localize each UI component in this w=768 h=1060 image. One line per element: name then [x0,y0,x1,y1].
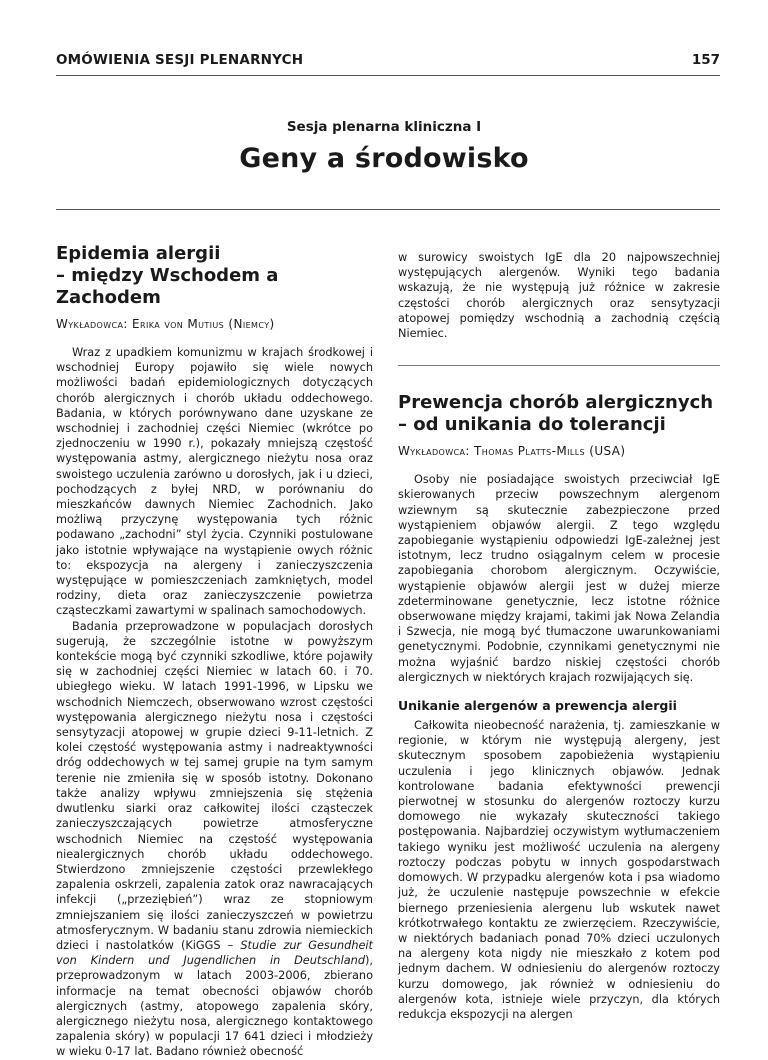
article1-title-line2: – między Wschodem a Zachodem [56,265,279,308]
title-divider [56,209,720,210]
article2-subheading: Unikanie alergenów a prewencja alergii [398,698,677,714]
session-label: Sesja plenarna kliniczna I [286,119,482,135]
article1-title [56,243,373,309]
header-divider [56,75,720,76]
article2-paragraph-2: Całkowita nieobecność narażenia, tj. zamieszkanie w regionie, w którym nie występują alergeny, jest skutecznym sposobem zapobieżenia wystąpieniu uczulenia i jego klinicznych objawów. Jednak kontrolowane badania efektywności prewencji pierwotnej w stosunku do alergenów roztoczy kurzu domowego nie wykazały skuteczności takiego postępowania. Najbardziej oczywistym wytłumaczeniem takiego wyniku jest możliwość uczulenia na alergeny roztoczy podczas pobytu w innych gospodarstwach domowych. W przypadku alergenów kota i psa wiadomo już, że uczulenie następuje powszechnie w efekcie biernego przeniesienia alergenu lub wskutek nawet krótkotrwałego kontaktu ze zwierzęciem. Rzeczywiście, w niektórych badaniach ponad 70% dzieci uczulonych na alergeny kota nigdy nie mieszkało z kotem pod jednym dachem. W odniesieniu do alergenów roztoczy kurzu domowego, jak również w odniesieniu do alergenów kota, istnieje wiele przyczyn, dla których redukcja ekspozycji na alergen [398,719,720,1021]
article2-lecturer: Wykładowca: Thomas Platts-Mills (USA) [398,444,626,459]
article2-paragraph-1: Osoby nie posiadające swoistych przeciwciał IgE skierowanych przeciw powszechnym alergenom wziewnym są skutecznie zabezpieczone przed wystąpieniem objawów alergii. Z tego względu zapobieganie wystąpieniu odpowiedzi IgE-zależnej jest istotnym, lecz trudno osiągalnym celem w procesie zapobiegania chorobom alergicznym. Oczywiście, wystąpienie objawów alergii jest w dużej mierze zdeterminowane genetycznie, lecz istotne różnice obserwowane między krajami, takimi jak Nowa Zelandia i Szwecja, nie mogą być tłumaczone uwarunkowaniami genetycznymi. Podobnie, czynnikami genetycznymi nie można wyjaśnić bardzo niskiej częstości chorób alergicznych w niektórych krajach rozwijających się. [398,473,720,684]
running-title: OMÓWIENIA SESJI PLENARNYCH [56,52,304,68]
section-divider [398,365,720,366]
article1-paragraph-2-text: Badania przeprowadzone w populacjach dorosłych sugerują, że szczególnie istotne w powyższym kontekście mogą być czynniki szkodliwe, które pojawiły się w zachodniej części Niemiec w latach 60. i 70. ubiegłego wieku. W latach 1991-1996, w Lipsku we wschodnich Niemczech, obserwowano wzrost częstości występowania alergicznego nieżytu nosa i częstości sensytyzacji atopowej w grupie dzieci 9-11-letnich. Z kolei częstość występowania astmy i nadreaktywności dróg oddechowych w tej samej grupie na tym samym terenie nie zmieniła się w sposób istotny. Dokonano także analizy wpływu zmniejszenia się stężenia dwutlenku siarki oraz całkowitej ilości cząsteczek zanieczyszczających powietrze atmosferyczne wschodnich Niemiec na częstość występowania niealergicznych chorób układu oddechowego. Stwierdzono zmniejszenie częstości przewlekłego zapalenia oskrzeli, zapalenia zatok oraz nawracających infekcji („przeziębień”) wraz ze stopniowym zmniejszaniem się ilości zanieczyszczeń w powietrzu atmosferycznym. W badaniu stanu zdrowia niemieckich dzieci i nastolatków (KiGGS – [56,619,373,952]
article2-title-line2: – od unikania do tolerancji [398,414,666,436]
page-title: Geny a środowisko [239,143,529,174]
spacer [56,331,373,345]
article1-paragraph-2 [56,619,373,1060]
article1-paragraph-2-end: ), przeprowadzonym w latach 2003-2006, zbierano informacje na temat obecności objawów chorób alergicznych (astmy, atopowego zapalenia skóry, alergicznego nieżytu nosa, alergicznego kontaktowego zapalenia skóry) w populacji 17 641 dzieci i młodzieży w wieku 0-17 lat. Badano również obecność [56,954,373,1059]
right-column [398,250,720,1022]
left-column [56,243,373,1060]
spacer [398,458,720,472]
article1-lecturer: Wykładowca: Erika von Mutius (Niemcy) [56,317,275,331]
page-number: 157 [691,52,720,68]
article2-title [398,392,720,436]
article1-title-line1: Epidemia alergii [56,243,221,264]
article2-title-line1: Prewencja chorób alergicznych [398,392,714,414]
study-name: Studie zur Gesundheit von Kindern und Jugendlichen in Deutschland [56,938,373,968]
article1-paragraph-1: Wraz z upadkiem komunizmu w krajach środkowej i wschodniej Europy pojawiło się wiele nowych możliwości badań epidemiologicznych dotyczących chorób alergicznych i chorób układu oddechowego. Badania, w których porównywano dane uzyskane ze wschodniej i zachodniej części Niemiec (wkrótce po zjednoczeniu w 1990 r.), pokazały mniejszą częstość występowania astmy, alergicznego nieżytu nosa oraz swoistego uczulenia zarówno u dorosłych, jak i u dzieci, pochodzących z byłej NRD, w porównaniu do mieszkańców dawnych Niemiec Zachodnich. Jako możliwą przyczynę występowania tych różnic podawano „zachodni” styl życia. Czynniki postulowane jako istotnie wpływające na wystąpienie owych różnic to: ekspozycja na alergeny i zanieczyszczenia występujące w pomieszczeniach zamkniętych, model rodziny, dieta oraz zanieczyszczenie powietrza cząsteczkami zawartymi w spalinach samochodowych. [56,346,373,618]
running-header [56,52,720,74]
article1-continuation: w surowicy swoistych IgE dla 20 najpowszechniej występujących alergenów. Wyniki tego badania wskazują, że nie występują już różnice w zakresie częstości chorób alergicznych oraz sensytyzacji atopowej pomiędzy wschodnią a zachodnią częścią Niemiec. [398,251,720,341]
